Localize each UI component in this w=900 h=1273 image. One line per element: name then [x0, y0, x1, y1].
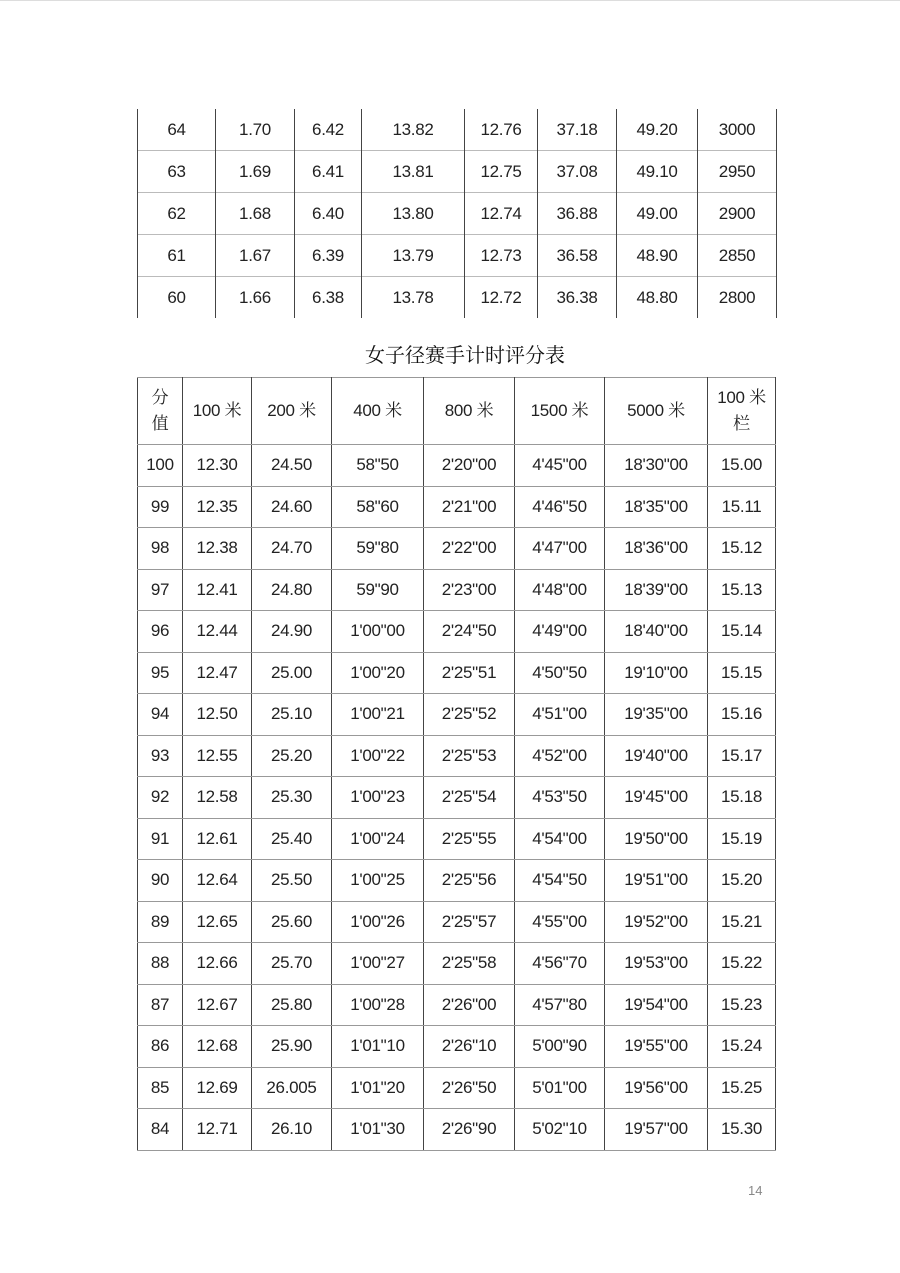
table-cell: 15.13: [708, 569, 776, 611]
table-cell: 19'45"00: [605, 777, 708, 819]
table-cell: 15.14: [708, 611, 776, 653]
table-cell: 5'02"10: [515, 1109, 605, 1151]
table-row: [138, 277, 777, 319]
table-cell: 49.00: [617, 193, 698, 235]
table-cell: 1'00"28: [332, 984, 424, 1026]
table-cell: 12.73: [465, 235, 538, 277]
table-cell: 1.69: [216, 151, 295, 193]
table-cell: 1'00"26: [332, 901, 424, 943]
table-cell: 2'22"00: [424, 528, 515, 570]
table-cell: 89: [138, 901, 183, 943]
table-cell: 19'50"00: [605, 818, 708, 860]
table-cell: 37.18: [538, 109, 617, 151]
table-cell: 12.55: [183, 735, 252, 777]
table-cell: 12.35: [183, 486, 252, 528]
table-row: [138, 193, 777, 235]
table-cell: 49.20: [617, 109, 698, 151]
table-cell: 2'26"00: [424, 984, 515, 1026]
table-cell: 1'00"25: [332, 860, 424, 902]
table-cell: 19'35"00: [605, 694, 708, 736]
table-cell: 58"60: [332, 486, 424, 528]
table-row: [138, 569, 776, 611]
table-header-row: [138, 378, 776, 445]
table-cell: 15.21: [708, 901, 776, 943]
table-row: [138, 735, 776, 777]
table-cell: 12.41: [183, 569, 252, 611]
column-header: 分值: [138, 378, 183, 445]
table-cell: 13.79: [362, 235, 465, 277]
table-cell: 1'01"30: [332, 1109, 424, 1151]
table-cell: 12.30: [183, 445, 252, 487]
table-cell: 1'00"00: [332, 611, 424, 653]
table-cell: 4'52"00: [515, 735, 605, 777]
table-cell: 2900: [698, 193, 777, 235]
table-cell: 2950: [698, 151, 777, 193]
table-cell: 25.60: [252, 901, 332, 943]
table-cell: 4'54"50: [515, 860, 605, 902]
table-cell: 25.10: [252, 694, 332, 736]
table-cell: 15.22: [708, 943, 776, 985]
table-cell: 96: [138, 611, 183, 653]
table-cell: 4'47"00: [515, 528, 605, 570]
table-cell: 59"80: [332, 528, 424, 570]
table-cell: 19'10"00: [605, 652, 708, 694]
column-header: 800 米: [424, 378, 515, 445]
table-cell: 25.30: [252, 777, 332, 819]
table-cell: 2'26"90: [424, 1109, 515, 1151]
table-row: [138, 528, 776, 570]
table-cell: 24.60: [252, 486, 332, 528]
table-cell: 6.40: [295, 193, 362, 235]
table-cell: 19'54"00: [605, 984, 708, 1026]
table-cell: 59"90: [332, 569, 424, 611]
column-header: 5000 米: [605, 378, 708, 445]
table-cell: 1'00"22: [332, 735, 424, 777]
table-row: [138, 943, 776, 985]
table-cell: 24.80: [252, 569, 332, 611]
table-row: [138, 611, 776, 653]
table-cell: 18'30"00: [605, 445, 708, 487]
table-row: [138, 984, 776, 1026]
table-cell: 2'25"52: [424, 694, 515, 736]
table-cell: 98: [138, 528, 183, 570]
table-row: [138, 1109, 776, 1151]
score-table-continued: [137, 109, 777, 318]
table-cell: 61: [138, 235, 216, 277]
table-cell: 2'25"57: [424, 901, 515, 943]
table-cell: 4'53"50: [515, 777, 605, 819]
table-cell: 36.38: [538, 277, 617, 319]
table-cell: 4'55"00: [515, 901, 605, 943]
table-cell: 1'00"20: [332, 652, 424, 694]
table-cell: 12.69: [183, 1067, 252, 1109]
table-cell: 24.50: [252, 445, 332, 487]
table-cell: 4'54"00: [515, 818, 605, 860]
table-cell: 6.38: [295, 277, 362, 319]
table-cell: 1'01"20: [332, 1067, 424, 1109]
column-header: 100 米栏: [708, 378, 776, 445]
table-cell: 4'56"70: [515, 943, 605, 985]
table-cell: 12.61: [183, 818, 252, 860]
table-cell: 4'46"50: [515, 486, 605, 528]
table-cell: 49.10: [617, 151, 698, 193]
table-cell: 3000: [698, 109, 777, 151]
table-cell: 2'25"54: [424, 777, 515, 819]
table-cell: 19'57"00: [605, 1109, 708, 1151]
table-cell: 12.58: [183, 777, 252, 819]
table-cell: 1.70: [216, 109, 295, 151]
table-cell: 1'00"24: [332, 818, 424, 860]
table-cell: 15.00: [708, 445, 776, 487]
table-title: 女子径赛手计时评分表: [365, 345, 565, 367]
table-row: [138, 486, 776, 528]
table-cell: 15.11: [708, 486, 776, 528]
table-cell: 15.19: [708, 818, 776, 860]
table-row: [138, 818, 776, 860]
table-row: [138, 445, 776, 487]
table-cell: 85: [138, 1067, 183, 1109]
table-cell: 100: [138, 445, 183, 487]
table-cell: 4'50"50: [515, 652, 605, 694]
table-cell: 36.88: [538, 193, 617, 235]
table-cell: 12.71: [183, 1109, 252, 1151]
table-row: [138, 860, 776, 902]
table-cell: 2'24"50: [424, 611, 515, 653]
table-row: [138, 901, 776, 943]
table-cell: 88: [138, 943, 183, 985]
table-cell: 25.90: [252, 1026, 332, 1068]
table-cell: 4'51"00: [515, 694, 605, 736]
table-cell: 62: [138, 193, 216, 235]
table-cell: 2'25"55: [424, 818, 515, 860]
table-cell: 15.15: [708, 652, 776, 694]
table-cell: 1.67: [216, 235, 295, 277]
table-cell: 2'25"53: [424, 735, 515, 777]
table-cell: 5'00"90: [515, 1026, 605, 1068]
table-cell: 15.12: [708, 528, 776, 570]
table-cell: 1'00"23: [332, 777, 424, 819]
table-cell: 12.75: [465, 151, 538, 193]
table-row: [138, 1067, 776, 1109]
table-cell: 36.58: [538, 235, 617, 277]
table-cell: 25.80: [252, 984, 332, 1026]
table-row: [138, 1026, 776, 1068]
table-cell: 25.00: [252, 652, 332, 694]
table-cell: 25.70: [252, 943, 332, 985]
table-cell: 15.23: [708, 984, 776, 1026]
table-cell: 18'35"00: [605, 486, 708, 528]
table-cell: 97: [138, 569, 183, 611]
table-cell: 60: [138, 277, 216, 319]
table-cell: 2'26"50: [424, 1067, 515, 1109]
table-row: [138, 235, 777, 277]
table-cell: 15.18: [708, 777, 776, 819]
table-cell: 2'25"58: [424, 943, 515, 985]
table-cell: 25.50: [252, 860, 332, 902]
table-cell: 6.42: [295, 109, 362, 151]
table-cell: 15.20: [708, 860, 776, 902]
table-cell: 12.50: [183, 694, 252, 736]
table-cell: 2'25"56: [424, 860, 515, 902]
table-cell: 12.68: [183, 1026, 252, 1068]
table-cell: 64: [138, 109, 216, 151]
table-cell: 1.66: [216, 277, 295, 319]
table-cell: 1.68: [216, 193, 295, 235]
table-cell: 2'21"00: [424, 486, 515, 528]
women-track-score-table: [137, 377, 776, 1151]
table-cell: 2'23"00: [424, 569, 515, 611]
table-cell: 2'20"00: [424, 445, 515, 487]
table-cell: 6.41: [295, 151, 362, 193]
table-cell: 4'49"00: [515, 611, 605, 653]
table-cell: 93: [138, 735, 183, 777]
table-cell: 19'55"00: [605, 1026, 708, 1068]
table-cell: 95: [138, 652, 183, 694]
table-cell: 13.81: [362, 151, 465, 193]
table-cell: 90: [138, 860, 183, 902]
table-cell: 4'45"00: [515, 445, 605, 487]
column-header: 200 米: [252, 378, 332, 445]
table-cell: 25.40: [252, 818, 332, 860]
table-cell: 19'40"00: [605, 735, 708, 777]
table-cell: 12.76: [465, 109, 538, 151]
table-cell: 2850: [698, 235, 777, 277]
table-cell: 86: [138, 1026, 183, 1068]
table-cell: 18'36"00: [605, 528, 708, 570]
table-cell: 58"50: [332, 445, 424, 487]
table-cell: 18'39"00: [605, 569, 708, 611]
table-cell: 25.20: [252, 735, 332, 777]
table-cell: 15.24: [708, 1026, 776, 1068]
table-cell: 12.44: [183, 611, 252, 653]
table-row: [138, 109, 777, 151]
table-cell: 37.08: [538, 151, 617, 193]
table-cell: 2'26"10: [424, 1026, 515, 1068]
table-cell: 13.82: [362, 109, 465, 151]
table-cell: 6.39: [295, 235, 362, 277]
table-cell: 24.90: [252, 611, 332, 653]
table-cell: 19'52"00: [605, 901, 708, 943]
table-cell: 15.16: [708, 694, 776, 736]
table-cell: 4'57"80: [515, 984, 605, 1026]
column-header: 100 米: [183, 378, 252, 445]
table-row: [138, 694, 776, 736]
table-cell: 12.66: [183, 943, 252, 985]
table-cell: 13.78: [362, 277, 465, 319]
table-cell: 1'00"21: [332, 694, 424, 736]
table-cell: 12.67: [183, 984, 252, 1026]
table-cell: 15.30: [708, 1109, 776, 1151]
table-cell: 5'01"00: [515, 1067, 605, 1109]
table-cell: 26.10: [252, 1109, 332, 1151]
table-cell: 91: [138, 818, 183, 860]
table-cell: 48.90: [617, 235, 698, 277]
table-cell: 13.80: [362, 193, 465, 235]
table-cell: 24.70: [252, 528, 332, 570]
table-cell: 1'01"10: [332, 1026, 424, 1068]
table-cell: 18'40"00: [605, 611, 708, 653]
page-number: 14: [748, 1183, 763, 1198]
table-cell: 4'48"00: [515, 569, 605, 611]
table-cell: 48.80: [617, 277, 698, 319]
table-cell: 12.47: [183, 652, 252, 694]
table-cell: 1'00"27: [332, 943, 424, 985]
table-cell: 99: [138, 486, 183, 528]
table-cell: 19'51"00: [605, 860, 708, 902]
column-header: 1500 米: [515, 378, 605, 445]
table-cell: 15.25: [708, 1067, 776, 1109]
table-cell: 12.38: [183, 528, 252, 570]
table-row: [138, 777, 776, 819]
table-cell: 12.74: [465, 193, 538, 235]
table-cell: 12.64: [183, 860, 252, 902]
table-row: [138, 652, 776, 694]
table-cell: 94: [138, 694, 183, 736]
table-cell: 19'56"00: [605, 1067, 708, 1109]
table-cell: 63: [138, 151, 216, 193]
column-header: 400 米: [332, 378, 424, 445]
table-cell: 2800: [698, 277, 777, 319]
table-cell: 2'25"51: [424, 652, 515, 694]
table-cell: 12.72: [465, 277, 538, 319]
table-row: [138, 151, 777, 193]
table-cell: 87: [138, 984, 183, 1026]
table-cell: 15.17: [708, 735, 776, 777]
table-cell: 26.005: [252, 1067, 332, 1109]
table-cell: 19'53"00: [605, 943, 708, 985]
table-cell: 92: [138, 777, 183, 819]
table-cell: 12.65: [183, 901, 252, 943]
table-cell: 84: [138, 1109, 183, 1151]
